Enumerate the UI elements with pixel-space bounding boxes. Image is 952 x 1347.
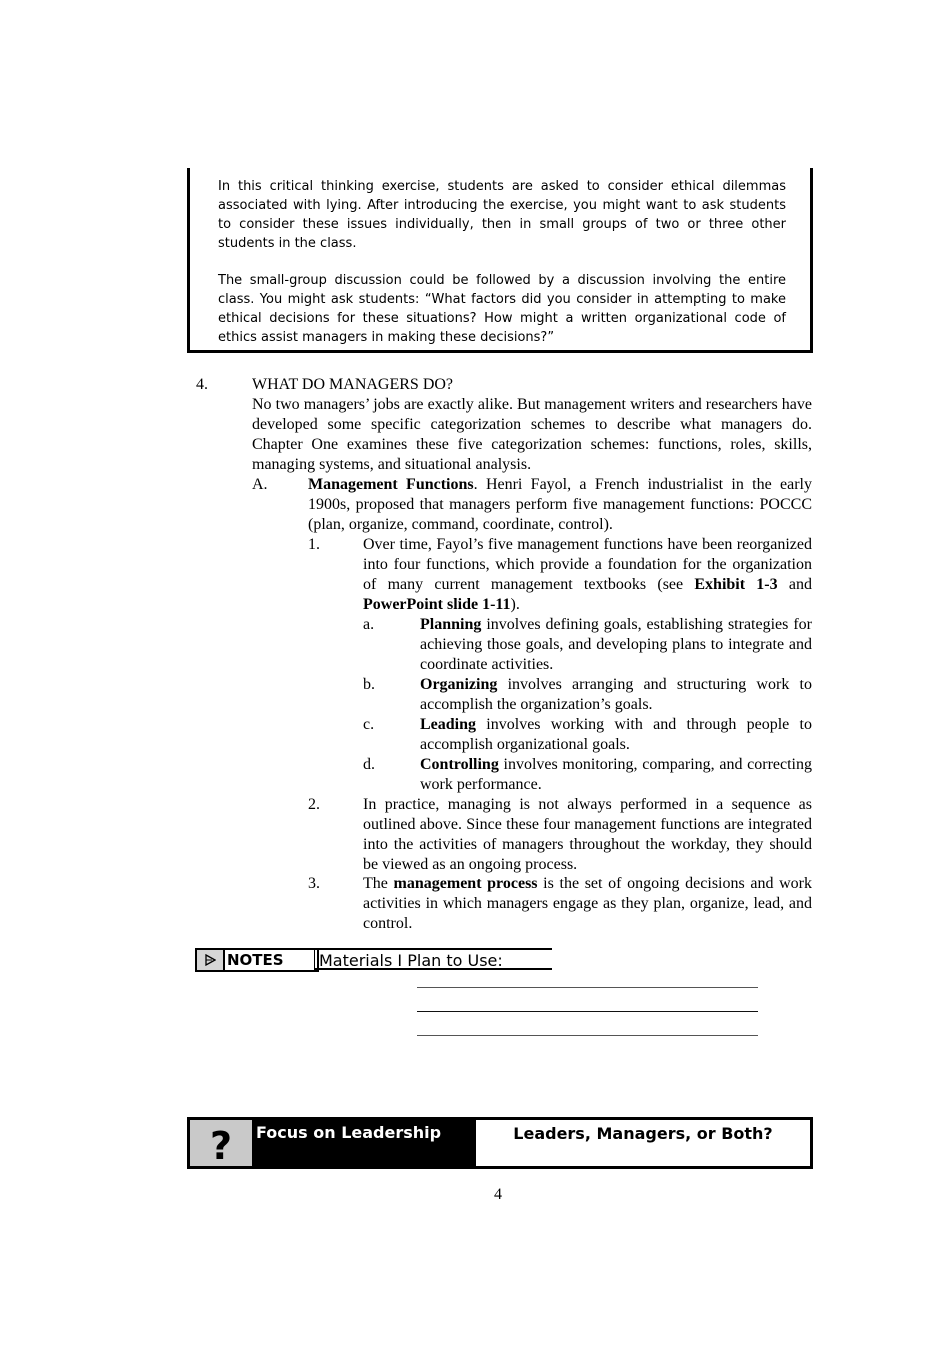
item-1 [363,535,812,615]
focus-on-leadership-banner [187,1117,813,1169]
function-planning [420,615,812,675]
page-number: 4 [494,1186,502,1203]
ethics-paragraph-2: The small-group discussion could be followed by a discussion involving the entire class. You might ask students: “What factors did you consider in attempting to make ethical decisions for these situations? How might a written organizational code of ethics assist managers in making these decisions?” [218,273,786,345]
ethics-discussion-box [187,168,813,353]
function-term: Organizing [420,676,498,693]
function-letter-b: b. [363,676,375,693]
section-intro: No two managers’ jobs are exactly alike. But management writers and researchers have developed some specific categorization schemes to describe what managers do. Chapter One examines these five categorization schemes: functions, roles, skills, managing systems, and situational analysis. [252,396,812,473]
function-letter-c: c. [363,716,375,733]
item-3-text: is the set of ongoing decisions and work activities in which managers engage as they plan, organize, lead, and control. [363,875,813,932]
item-3 [363,874,812,934]
ethics-paragraph-1: In this critical thinking exercise, students are asked to consider ethical dilemmas associated with lying. After introducing the exercise, you might want to ask students to consider these issues individually, then in small groups of two or three other students in the class. [218,179,786,251]
function-term: Planning [420,616,482,633]
notes-blank-line[interactable] [417,1011,758,1012]
subsection-management-functions [308,475,812,535]
function-text: involves arranging and structuring work to accomplish the organization’s goals. [420,676,812,713]
section-heading: WHAT DO MANAGERS DO? [252,376,454,393]
item-1-end: ). [510,596,520,613]
notes-blank-line[interactable] [417,1035,758,1036]
function-controlling [420,755,812,795]
function-letter-d: d. [363,756,375,773]
focus-title: Focus on Leadership [256,1123,442,1142]
function-text: involves working with and through people to accomplish organizational goals. [420,716,812,753]
item-2-number: 2. [308,796,320,813]
function-letter-a: a. [363,616,375,633]
question-mark-icon: ? [190,1120,252,1166]
function-organizing [420,675,812,715]
section-number: 4. [196,376,208,393]
subsection-letter: A. [252,476,268,493]
function-leading [420,715,812,755]
powerpoint-reference: PowerPoint slide 1-11 [363,596,511,613]
item-1-text: Over time, Fayol’s five management functions have been reorganized into four functions, which provide a foundation for the organization of many current management textbooks (see [363,536,812,593]
management-process-term: management process [393,875,538,892]
item-3-number: 3. [308,875,320,892]
item-2-text: In practice, managing is not always performed in a sequence as outlined above. Since these four management functions are integrated into the activities of managers throughout the workday, they should be viewed as an ongoing process. [363,796,812,873]
item-1-number: 1. [308,536,320,553]
item-1-and: and [777,576,812,593]
notes-blank-line[interactable] [417,987,758,988]
subsection-title: Management Functions [308,476,474,493]
exhibit-reference: Exhibit 1-3 [694,576,778,593]
subsection-text: . Henri Fayol, a French industrialist in the early 1900s, proposed that managers perform five management functions: POCCC (plan, organize, command, coordinate, control). [308,476,813,533]
arrow-right-icon [204,954,216,966]
notes-label: NOTES [222,948,319,972]
focus-subtitle: Leaders, Managers, or Both? [476,1120,810,1166]
function-text: involves defining goals, establishing strategies for achieving those goals, and developing plans to integrate and coordinate activities. [420,616,812,673]
notes-arrow-box [195,948,225,972]
function-term: Leading [420,716,477,733]
item-3-pre: The [363,875,394,892]
materials-label: Materials I Plan to Use: [314,948,552,970]
function-text: involves monitoring, comparing, and correcting work performance. [420,756,812,793]
function-term: Controlling [420,756,499,773]
